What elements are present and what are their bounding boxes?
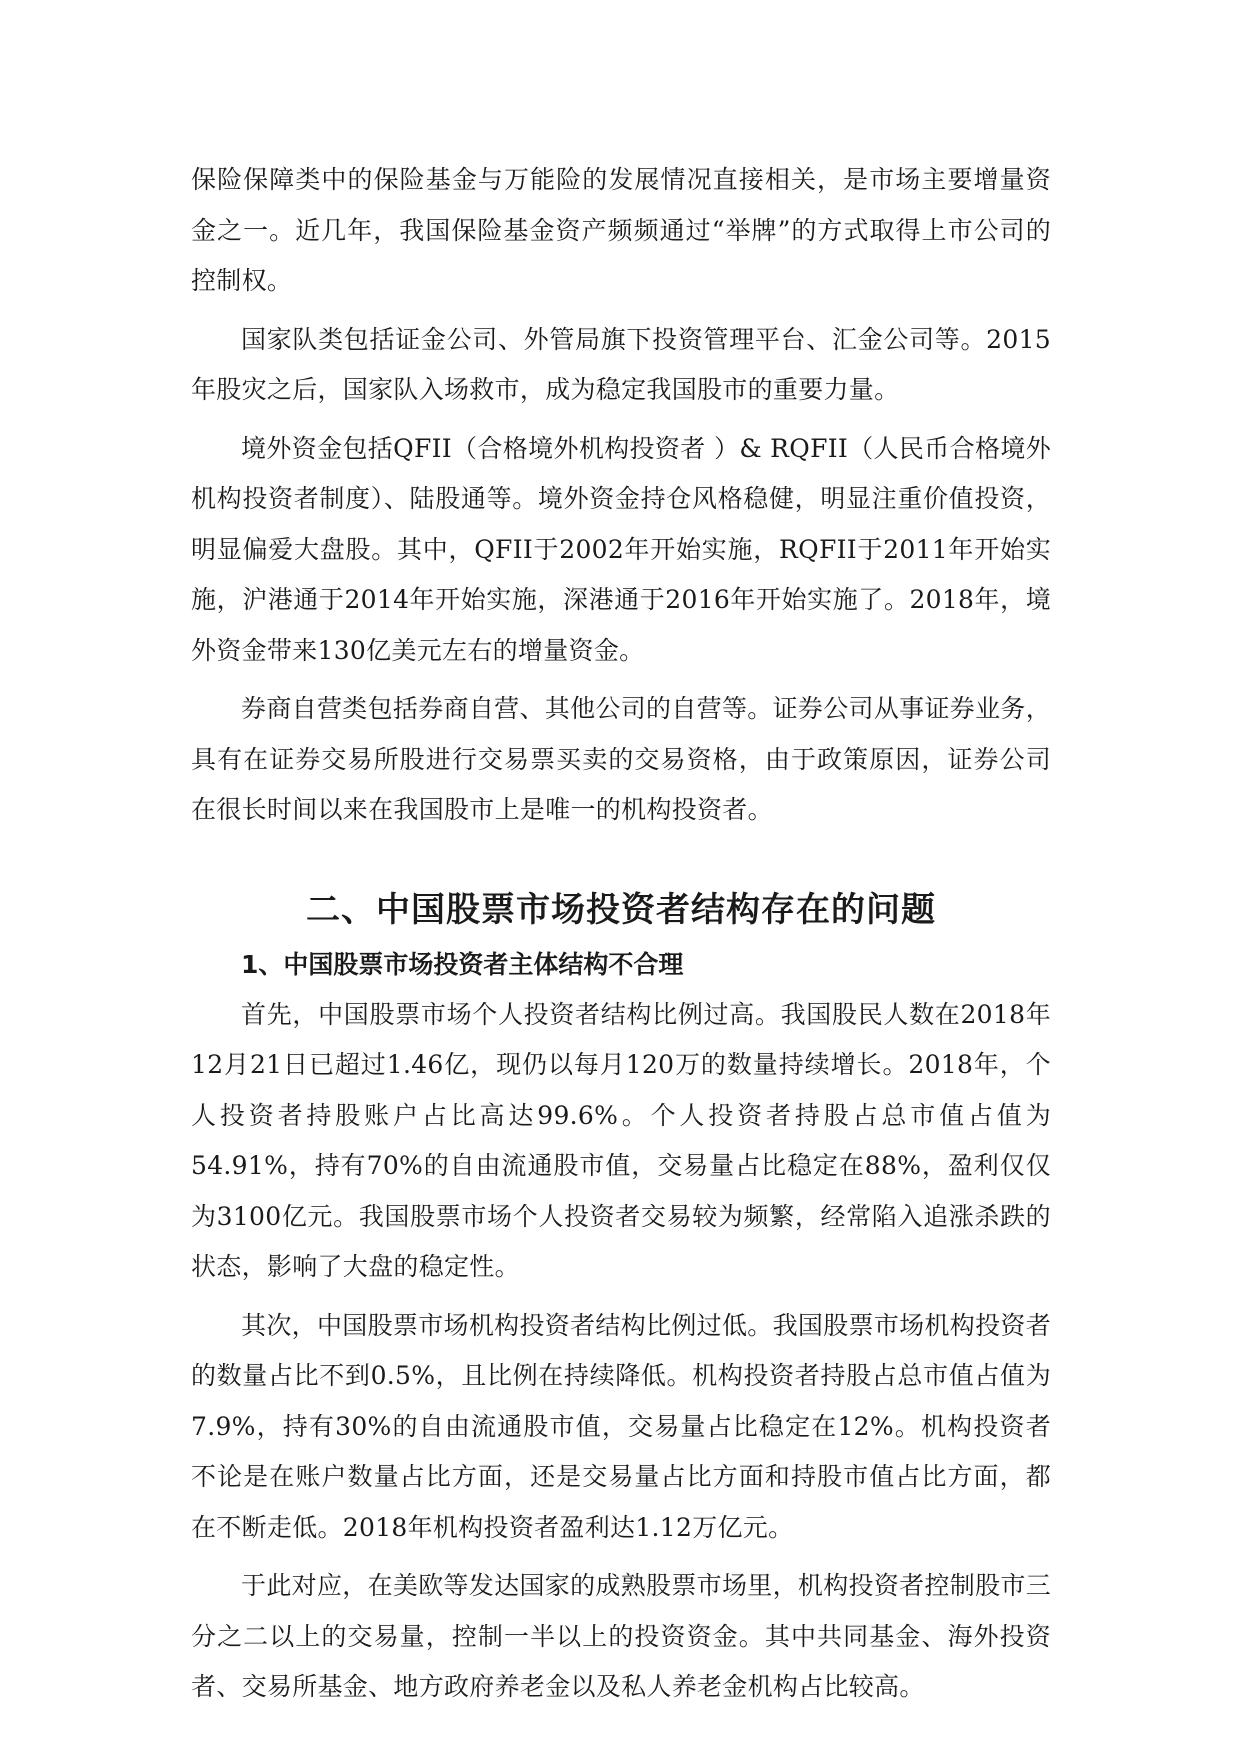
paragraph-foreign-capital: 境外资金包括QFII（合格境外机构投资者 ）& RQFII（人民币合格境外机构投资者制度）、陆股通等。境外资金持仓风格稳健，明显注重价值投资，明显偏爱大盘股。其中，QFII于2002年开始实施，RQFII于2011年开始实施，沪港通于2014年开始实施，深港通于2016年开始实施了。2018年，境外资金带来130亿美元左右的增量资金。 <box>191 433 1051 665</box>
paragraph-comparison: 于此对应，在美欧等发达国家的成熟股票市场里，机构投资者控制股市三分之二以上的交易量，控制一半以上的投资资金。其中共同基金、海外投资者、交易所基金、地方政府养老金以及私人养老金机构占比较高。 <box>191 1571 1051 1701</box>
subheading: 1、中国股票市场投资者主体结构不合理 <box>241 949 684 979</box>
paragraph-gap <box>191 416 1051 424</box>
paragraph-institutional-investors: 其次，中国股票市场机构投资者结构比例过低。我国股票市场机构投资者的数量占比不到0.5%，且比例在持续降低。机构投资者持股占总市值占值为7.9%，持有30%的自由流通股市值，交易量占比稳定在12%。机构投资者不论是在账户数量占比方面，还是交易量占比方面和持股市值占比方面，都在不断走低。2018年机构投资者盈利达1.12万亿元。 <box>191 1310 1051 1542</box>
paragraph-insurance: 保险保障类中的保险基金与万能险的发展情况直接相关，是市场主要增量资金之一。近几年，我国保险基金资产频频通过“举牌”的方式取得上市公司的控制权。 <box>191 165 1051 295</box>
document-page <box>191 155 1051 1713</box>
section-title: 二、中国股票市场投资者结构存在的问题 <box>306 889 936 930</box>
paragraph-broker-proprietary: 券商自营类包括券商自营、其他公司的自营等。证券公司从事证券业务，具有在证券交易所股进行交易票买卖的交易资格，由于政策原因，证券公司在很长时间以来在我国股市上是唯一的机构投资者。 <box>191 694 1051 824</box>
paragraph-individual-investors: 首先，中国股票市场个人投资者结构比例过高。我国股民人数在2018年12月21日已超过1.46亿，现仍以每月120万的数量持续增长。2018年，个人投资者持股账户占比高达99.6%。个人投资者持股占总市值占值为54.91%，持有70%的自由流通股市值，交易量占比稳定在88%，盈利仅仅为3100亿元。我国股票市场个人投资者交易较为频繁，经常陷入追涨杀跌的状态，影响了大盘的稳定性。 <box>191 999 1051 1281</box>
paragraph-gap <box>191 1293 1051 1301</box>
paragraph-gap <box>191 307 1051 315</box>
paragraph-national-team: 国家队类包括证金公司、外管局旗下投资管理平台、汇金公司等。2015年股灾之后，国家队入场救市，成为稳定我国股市的重要力量。 <box>191 324 1051 404</box>
paragraph-gap <box>191 1553 1051 1561</box>
paragraph-gap <box>191 676 1051 684</box>
